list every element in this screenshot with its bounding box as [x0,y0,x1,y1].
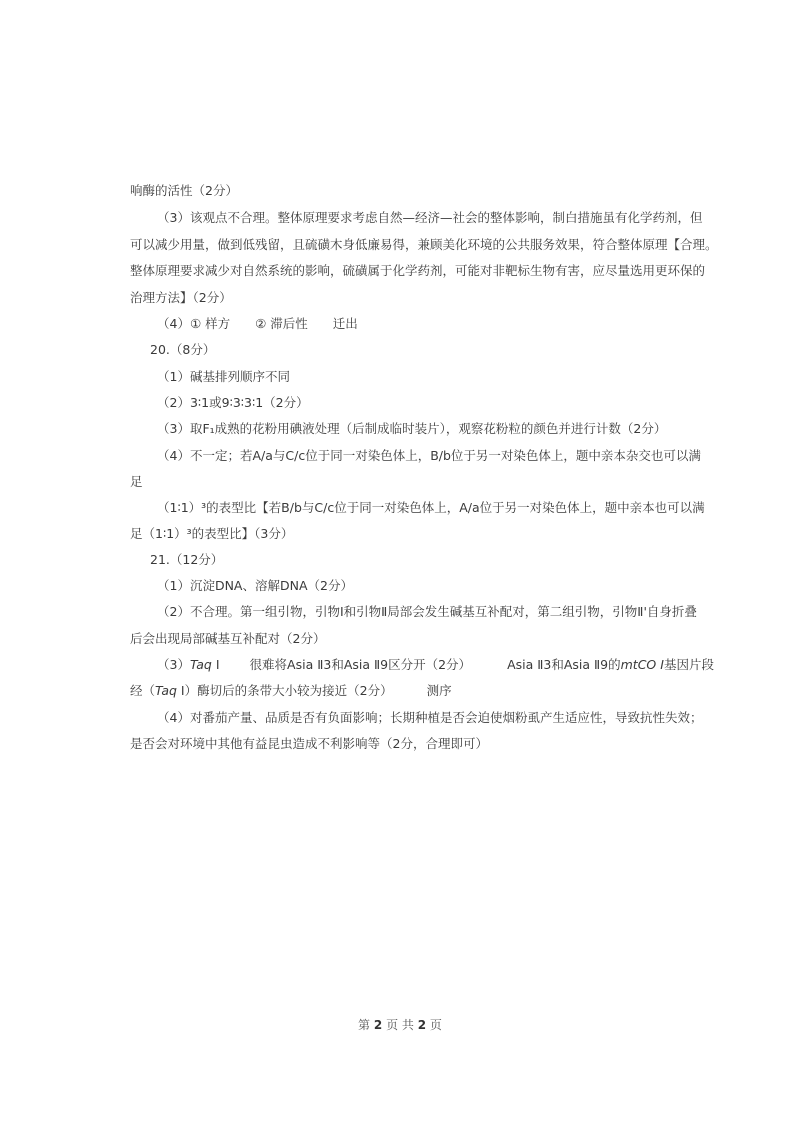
text-line: （4）① 样方 ② 滞后性 迁出 [157,316,358,331]
page-number: 2 [373,1018,383,1032]
answer-text: Asia Ⅱ3和Asia Ⅱ9的 [507,657,621,672]
text-line: 响酶的活性（2分） [130,183,238,198]
text-line: （3）该观点不合理。整体原理要求考虑自然—经济—社会的整体影响，制白措施虽有化学药剂，但 [157,210,703,225]
text-line: 是否会对环境中其他有益昆虫造成不利影响等（2分，合理即可） [130,736,488,751]
enzyme-suffix: Ⅰ [215,657,220,672]
answer-text: 测序 [426,683,452,698]
text-line: 足（1∶1）³的表型比】（3分） [130,526,294,541]
enzyme-name: Taq [155,683,177,698]
enzyme-name: Taq [189,657,212,672]
prefix: 经（ [130,683,156,698]
footer-text: 页 共 [386,1018,414,1032]
text-line: （2）不合理。第一组引物，引物Ⅰ和引物Ⅱ局部会发生碱基互补配对，第二组引物，引物Ⅱ'自身折叠 [157,604,697,619]
text-line: （4）对番茄产量、品质是否有负面影响；长期种植是否会迫使烟粉虱产生适应性，导致抗性失效； [157,710,703,725]
text-line: （3）取F₁成熟的花粉用碘液处理（后制成临时装片），观察花粉粒的颜色并进行计数（2分） [157,421,667,436]
text-line-q21-3b [0,683,800,699]
page-footer [0,1016,800,1033]
answer-text: 基因片段 [663,657,714,672]
text-line: 足 [130,474,143,489]
text-line-q21-3 [0,657,800,673]
text-line: （2）3∶1或9∶3∶3∶1（2分） [157,395,309,410]
question-number: 20.（8分） [150,342,216,357]
text-line: 整体原理要求减少对自然系统的影响，硫磺属于化学药剂，可能对非靶标生物有害，应尽量选用更环保的 [130,263,706,278]
text-line: 可以减少用量，做到低残留，且硫磺木身低廉易得，兼顾美化环境的公共服务效果，符合整体原理【合理。 [130,237,718,252]
gene-name: mtCO Ⅰ [620,657,664,672]
footer-text: 页 [429,1018,442,1032]
answer-text: 很难将Asia Ⅱ3和Asia Ⅱ9区分开（2分） [249,657,472,672]
footer-text: 第 [358,1018,371,1032]
prefix: （3） [157,657,190,672]
text-line: （4）不一定；若A/a与C/c位于同一对染色体上，B/b位于另一对染色体上，题中亲本杂交也可以满 [157,448,701,463]
text-line: （1∶1）³的表型比【若B/b与C/c位于同一对染色体上，A/a位于另一对染色体上，题中亲本也可以满 [157,500,705,515]
page-total: 2 [417,1018,427,1032]
question-number: 21.（12分） [150,552,224,567]
answer-text: 酶切后的条带大小较为接近（2分） [197,683,393,698]
enzyme-suffix: Ⅰ） [180,683,198,698]
text-line: 治理方法】（2分） [130,290,232,305]
text-line: （1）沉淀DNA、溶解DNA（2分） [157,578,353,593]
text-line: 后会出现局部碱基互补配对（2分） [130,631,326,646]
text-line: （1）碱基排列顺序不同 [157,369,290,384]
